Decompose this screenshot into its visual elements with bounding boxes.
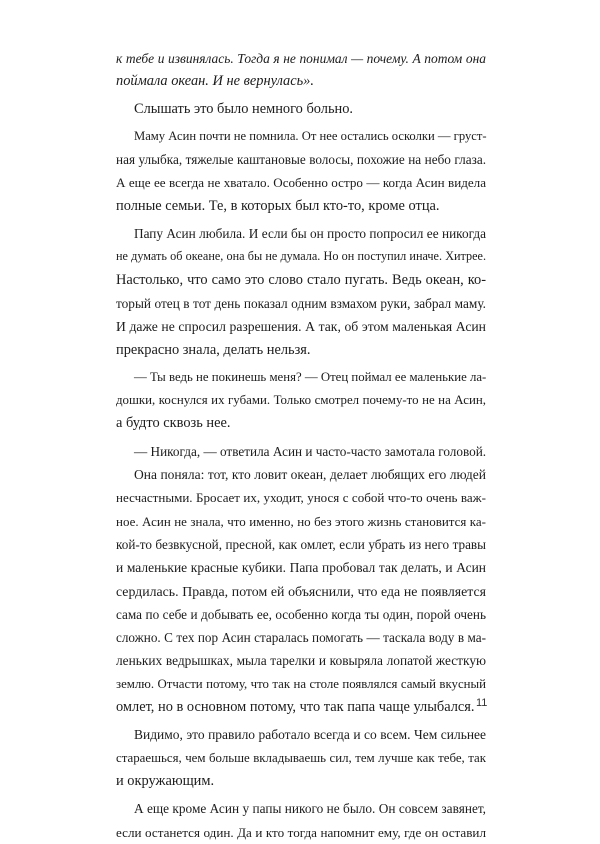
text-line: А еще кроме Асин у папы никого не было. Он совсем завянет, bbox=[134, 801, 486, 817]
text-line: И даже не спросил разрешения. А так, об этом маленькая Асин bbox=[116, 319, 486, 335]
text-line: и окружающим. bbox=[116, 772, 215, 789]
page-number: 11 bbox=[476, 697, 488, 709]
text-line: ное. Асин не знала, что именно, но без этого жизнь становится ка- bbox=[116, 513, 486, 529]
text-line: торый отец в тот день показал одним взмахом руки, забрал маму. bbox=[116, 295, 486, 311]
text-line: омлет, но в основном потому, что так папа чаще улыбался. bbox=[116, 699, 475, 716]
text-line: Настолько, что само это слово стало пугать. Ведь океан, ко- bbox=[116, 271, 486, 288]
text-line: прекрасно знала, делать нельзя. bbox=[116, 341, 311, 358]
body-text bbox=[116, 47, 486, 844]
text-line: поймала океан. И не вернулась». bbox=[116, 73, 314, 90]
text-line: если останется один. Да и кто тогда напомнит ему, где он оставил bbox=[116, 824, 486, 840]
text-line: стараешься, чем больше вкладываешь сил, тем лучше как тебе, так bbox=[116, 750, 486, 765]
text-line: — Ты ведь не покинешь меня? — Отец поймал ее маленькие ла- bbox=[134, 369, 487, 384]
text-line: Маму Асин почти не помнила. От нее остались осколки — груст- bbox=[134, 128, 487, 143]
text-line: землю. Отчасти потому, что так на столе появлялся самый вкусный bbox=[116, 676, 486, 691]
text-line: леньких ведрышках, мыла тарелки и ковыряла лопатой жесткую bbox=[116, 653, 486, 669]
text-line: кой-то безвкусной, пресной, как омлет, если убрать из него травы bbox=[116, 536, 486, 552]
text-line: несчастными. Бросает их, уходит, унося с собой что-то очень важ- bbox=[116, 490, 486, 506]
text-line: Видимо, это правило работало всегда и со всем. Чем сильнее bbox=[134, 727, 486, 743]
text-line: Она поняла: тот, кто ловит океан, делает любящих его людей bbox=[134, 467, 486, 483]
text-line: полные семьи. Те, в которых был кто-то, кроме отца. bbox=[116, 197, 440, 214]
text-line: ная улыбка, тяжелые каштановые волосы, похожие на небо глаза. bbox=[116, 152, 486, 168]
text-line: а будто сквозь нее. bbox=[116, 415, 231, 432]
text-line: сложно. С тех пор Асин старалась помогать — таскала воду в ма- bbox=[116, 630, 486, 646]
text-line: к тебе и извинялась. Тогда я не понимал — почему. А потом она bbox=[116, 51, 486, 66]
text-line: Папу Асин любила. И если бы он просто попросил ее никогда bbox=[134, 226, 486, 242]
text-line: — Никогда, — ответила Асин и часто-часто замотала головой. bbox=[134, 443, 487, 459]
text-line: А еще ее всегда не хватало. Особенно остро — когда Асин видела bbox=[116, 175, 486, 191]
text-line: сердилась. Правда, потом ей объяснили, что еда не появляется bbox=[116, 583, 486, 599]
text-line: и маленькие красные кубики. Папа пробовал так делать, и Асин bbox=[116, 560, 486, 576]
text-line: не думать об океане, она бы не думала. Но он поступил иначе. Хитрее. bbox=[116, 249, 486, 264]
text-line: Слышать это было немного больно. bbox=[134, 100, 354, 117]
text-line: дошки, коснулся их губами. Только смотрел почему-то не на Асин, bbox=[116, 393, 486, 408]
text-line: сама по себе и добывать ее, особенно когда ты один, порой очень bbox=[116, 606, 486, 622]
